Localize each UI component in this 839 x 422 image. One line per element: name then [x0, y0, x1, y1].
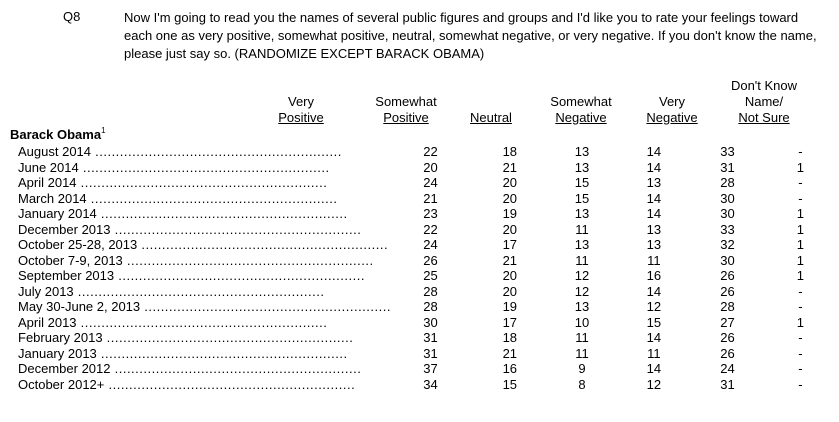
row-label: [0, 191, 391, 207]
cell-vn: 33: [720, 221, 735, 237]
cell-vn: 26: [720, 345, 735, 361]
leader-dots: ............................................................: [96, 345, 348, 361]
cell-dk: 1: [796, 237, 804, 252]
cell-sn: 14: [646, 330, 662, 345]
cell-vn: 30: [720, 190, 735, 206]
question-number: Q8: [63, 9, 81, 24]
cell-dk: -: [798, 330, 803, 345]
cell-sn: 14: [646, 283, 662, 299]
cell-dk: -: [798, 190, 803, 206]
cell-sp: 21: [502, 252, 518, 268]
table-row: [0, 237, 839, 253]
cell-vn: 26: [720, 283, 735, 299]
cell-vn: 30: [720, 252, 735, 268]
table-row: [0, 253, 839, 269]
cell-sn: 15: [646, 314, 662, 330]
cell-sp: 18: [502, 330, 518, 345]
header-line: Very: [658, 94, 685, 109]
row-label-text: April 2013: [18, 314, 77, 330]
header-line: Neutral: [470, 110, 512, 125]
cell-n: 15: [574, 175, 590, 190]
row-label: [0, 175, 391, 191]
row-label: [0, 206, 391, 222]
cell-dk: -: [798, 361, 803, 376]
cell-dk: -: [798, 144, 803, 159]
cell-sp: 20: [502, 221, 518, 237]
leader-dots: ............................................................: [76, 314, 328, 330]
cell-vn: 28: [720, 175, 735, 190]
leader-dots: ............................................................: [137, 237, 389, 252]
header-line: Name/: [744, 94, 784, 109]
section-title: [10, 127, 106, 142]
leader-dots: ............................................................: [104, 376, 356, 392]
table-row: [0, 346, 839, 362]
table-row: [0, 315, 839, 331]
cell-sp: 15: [502, 376, 518, 392]
cell-sp: 17: [502, 237, 518, 252]
leader-dots: ............................................................: [102, 330, 354, 345]
header-line: Somewhat: [375, 94, 437, 109]
cell-dk: 1: [796, 206, 804, 221]
row-label: [0, 330, 391, 346]
cell-n: 10: [574, 314, 590, 330]
cell-sn: 14: [646, 206, 662, 221]
header-line: Somewhat: [550, 94, 612, 109]
header-line: Negative: [555, 110, 607, 125]
question-text: Now I'm going to read you the names of several public figures and groups and I'd like you to rate your feelings toward each one as very positive, somewhat positive, neutral, somewhat negative, or very negative. If you don't know the name, please just say so. (RANDOMIZE EXCEPT BARACK OBAMA): [124, 10, 817, 61]
footnote-marker: 1: [101, 126, 106, 135]
cell-vp: 26: [423, 252, 438, 268]
table-row: [0, 299, 839, 315]
table-row: [0, 222, 839, 238]
header-dont-know: [718, 78, 810, 126]
cell-sp: 20: [502, 175, 518, 190]
cell-n: 8: [578, 376, 586, 392]
row-label: [0, 377, 391, 393]
cell-sp: 20: [502, 268, 518, 283]
row-label: [0, 268, 391, 284]
cell-sp: 20: [502, 283, 518, 299]
cell-vn: 31: [720, 376, 735, 392]
cell-dk: -: [798, 345, 803, 361]
leader-dots: ............................................................: [110, 221, 362, 237]
row-label: [0, 222, 391, 238]
table-row: [0, 268, 839, 284]
header-line: Very: [287, 94, 314, 109]
cell-vn: 28: [720, 299, 735, 314]
cell-n: 13: [574, 206, 590, 221]
row-label-text: August 2014: [18, 144, 92, 159]
leader-dots: ............................................................: [73, 283, 325, 299]
row-label-text: December 2013: [18, 221, 111, 237]
row-label: [0, 315, 391, 331]
cell-sp: 19: [502, 299, 518, 314]
cell-sp: 16: [502, 361, 518, 376]
cell-sn: 11: [647, 345, 661, 361]
header-line: Not Sure: [738, 110, 790, 125]
row-label: [0, 144, 391, 160]
leader-dots: ............................................................: [76, 175, 328, 190]
cell-sn: 13: [646, 175, 662, 190]
leader-dots: ............................................................: [78, 159, 330, 175]
cell-vp: 24: [423, 237, 438, 252]
cell-vp: 22: [423, 144, 438, 159]
row-label-text: October 2012+: [18, 376, 105, 392]
cell-vp: 23: [423, 206, 438, 221]
table-row: [0, 206, 839, 222]
cell-vp: 20: [423, 159, 438, 175]
cell-vn: 26: [720, 268, 735, 283]
cell-sp: 19: [502, 206, 518, 221]
cell-vp: 25: [423, 268, 438, 283]
cell-n: 15: [574, 190, 590, 206]
cell-vn: 27: [720, 314, 735, 330]
cell-n: 13: [574, 144, 590, 159]
header-line: Positive: [383, 110, 429, 125]
row-label: [0, 253, 391, 269]
row-label-text: June 2014: [18, 159, 79, 175]
cell-vp: 31: [423, 330, 438, 345]
cell-vp: 34: [423, 376, 438, 392]
cell-dk: 1: [796, 159, 804, 175]
leader-dots: ............................................................: [91, 144, 342, 159]
table-row: [0, 330, 839, 346]
header-line: Negative: [646, 110, 698, 125]
cell-n: 11: [575, 330, 589, 345]
cell-n: 12: [574, 268, 590, 283]
row-label: [0, 160, 391, 176]
cell-n: 11: [575, 252, 589, 268]
cell-vn: 26: [720, 330, 735, 345]
cell-dk: 1: [796, 252, 804, 268]
cell-sn: 14: [646, 190, 662, 206]
cell-dk: 1: [796, 268, 804, 283]
table-row: [0, 175, 839, 191]
cell-n: 9: [578, 361, 586, 376]
cell-sp: 17: [502, 314, 518, 330]
leader-dots: ............................................................: [110, 361, 362, 376]
row-label-text: February 2013: [18, 330, 103, 345]
cell-sn: 12: [646, 376, 662, 392]
cell-n: 11: [575, 345, 589, 361]
row-label: [0, 299, 391, 315]
cell-vp: 22: [423, 221, 438, 237]
row-label-text: October 25-28, 2013: [18, 237, 138, 252]
cell-sn: 13: [646, 221, 662, 237]
header-line: Don't Know: [730, 78, 798, 93]
cell-sn: 11: [647, 252, 661, 268]
cell-dk: 1: [796, 314, 804, 330]
cell-dk: -: [798, 376, 803, 392]
cell-n: 13: [574, 237, 590, 252]
cell-vp: 21: [423, 190, 438, 206]
table-row: [0, 144, 839, 160]
leader-dots: ............................................................: [114, 268, 365, 283]
header-somewhat-positive: [360, 94, 452, 126]
leader-dots: ............................................................: [96, 206, 348, 221]
cell-n: 11: [575, 221, 589, 237]
cell-vp: 31: [423, 345, 438, 361]
table-row: [0, 191, 839, 207]
header-very-negative: [637, 94, 707, 126]
row-label: [0, 361, 391, 377]
cell-vp: 28: [423, 283, 438, 299]
cell-sn: 12: [646, 299, 662, 314]
cell-n: 13: [574, 299, 590, 314]
table-row: [0, 284, 839, 300]
cell-dk: -: [798, 283, 803, 299]
table-row: [0, 160, 839, 176]
leader-dots: ............................................................: [86, 190, 338, 206]
cell-sn: 14: [646, 159, 662, 175]
cell-vp: 24: [423, 175, 438, 190]
cell-vn: 24: [720, 361, 735, 376]
results-table: [0, 144, 839, 392]
row-label-text: January 2014: [18, 206, 97, 221]
cell-sn: 16: [646, 268, 662, 283]
row-label: [0, 237, 391, 253]
header-very-positive: [262, 94, 340, 126]
row-label-text: April 2014: [18, 175, 77, 190]
cell-sp: 21: [502, 345, 518, 361]
cell-sp: 21: [502, 159, 518, 175]
row-label-text: January 2013: [18, 345, 97, 361]
cell-vp: 28: [423, 299, 438, 314]
row-label: [0, 284, 391, 300]
cell-sn: 13: [646, 237, 662, 252]
cell-sn: 14: [646, 144, 662, 159]
cell-vn: 32: [720, 237, 735, 252]
row-label-text: March 2014: [18, 190, 87, 206]
leader-dots: ............................................................: [122, 252, 374, 268]
cell-dk: -: [798, 175, 803, 190]
row-label-text: May 30-June 2, 2013: [18, 299, 141, 314]
table-row: [0, 361, 839, 377]
header-somewhat-negative: [536, 94, 626, 126]
row-label-text: October 7-9, 2013: [18, 252, 123, 268]
table-row: [0, 377, 839, 393]
header-neutral: [455, 110, 527, 126]
section-name: Barack Obama: [10, 127, 102, 142]
cell-n: 12: [574, 283, 590, 299]
cell-vp: 37: [423, 361, 438, 376]
cell-sn: 14: [646, 361, 662, 376]
row-label-text: September 2013: [18, 268, 115, 283]
cell-vn: 31: [720, 159, 735, 175]
cell-vn: 30: [720, 206, 735, 221]
leader-dots: ............................................................: [140, 299, 391, 314]
cell-dk: 1: [796, 221, 804, 237]
cell-dk: -: [798, 299, 803, 314]
row-label-text: July 2013: [18, 283, 74, 299]
cell-n: 13: [574, 159, 590, 175]
cell-vn: 33: [720, 144, 735, 159]
row-label: [0, 346, 391, 362]
cell-vp: 30: [423, 314, 438, 330]
header-line: Positive: [278, 110, 324, 125]
row-label-text: December 2012: [18, 361, 111, 376]
cell-sp: 18: [502, 144, 518, 159]
cell-sp: 20: [502, 190, 518, 206]
